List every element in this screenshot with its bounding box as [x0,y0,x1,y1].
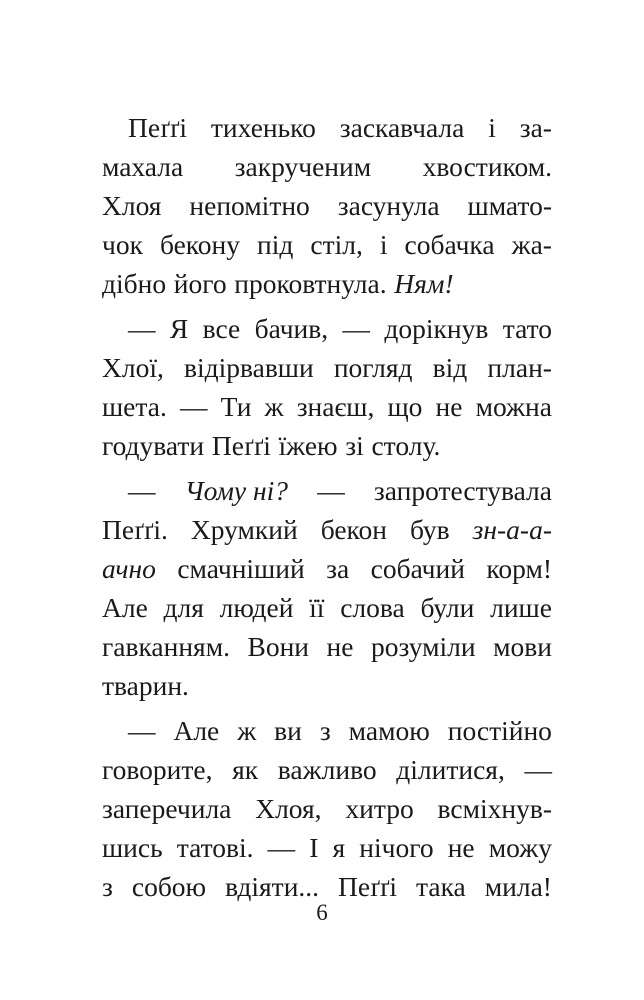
word: все [202,313,241,344]
word: засунула [337,190,440,221]
text-line [102,588,552,627]
word: хитро [345,793,414,824]
word: мамою [348,715,430,746]
word: для [163,592,204,623]
text-line [102,264,552,303]
word: собачий [370,553,465,584]
text-line [102,387,552,426]
word: з [102,871,113,902]
text-line [102,225,552,264]
word: — [128,475,156,506]
word: розуміли [370,631,476,662]
word: з [319,715,331,746]
word: Ти [220,391,252,422]
word: — [267,832,296,863]
word: проковтнула. [234,268,387,299]
text-line [102,549,552,588]
text-line [102,666,552,705]
word: дібно [102,268,167,299]
word: і [488,112,496,143]
word: бачив, [254,313,329,344]
word: як [232,754,259,785]
word: можна [475,391,552,422]
text-line [102,627,552,666]
word: знаєш, [296,391,375,422]
word: їжею [278,430,338,461]
text-line [102,108,552,147]
paragraph [102,711,552,906]
word: не [447,832,475,863]
word: його [173,268,227,299]
italic-word: Ням! [394,268,454,299]
word: мови [493,631,552,662]
text-line [102,750,552,789]
word: тато [502,313,552,344]
word: заскавчала [339,112,465,143]
word: — [179,391,208,422]
word: хвостиком. [422,151,552,182]
word: був [409,514,450,545]
word: Хрумкий [190,514,298,545]
word: така [416,871,466,902]
word: закрученим [234,151,372,182]
word: стіл, [310,229,363,260]
text-line [102,147,552,186]
word: — [317,475,345,506]
word: Я [169,313,189,344]
word: І [309,832,319,863]
word: всміхнув- [437,793,552,824]
text-line [102,309,552,348]
word: важливо [277,754,377,785]
word: шмато- [467,190,552,221]
word: корм! [486,553,552,584]
word: бекон [320,514,387,545]
word: відірвавши [183,352,314,383]
word: людей [219,592,294,623]
word: Пеґґі [128,112,188,143]
word: зі [345,430,364,461]
word: собачка [404,229,495,260]
word: що [387,391,423,422]
word: дорікнув [384,313,489,344]
word: Хлої, [102,352,164,383]
text-line [102,471,552,510]
word: тихенько [210,112,316,143]
word: за- [519,112,552,143]
italic-word: Чому ні? [184,475,289,506]
word: мила! [484,871,552,902]
word: тварин. [102,670,189,701]
word: говорите, [102,754,213,785]
paragraph [102,309,552,465]
word: під [257,229,294,260]
word: бекону [159,229,240,260]
italic-word: ачно [102,553,156,584]
word: нічого [359,832,434,863]
word: вдіяти... [225,871,320,902]
page-number: 6 [316,900,328,925]
word: запротестувала [373,475,552,506]
word: Хлоя [102,190,162,221]
word: не [435,391,463,422]
word: за [326,553,350,584]
word: план- [487,352,552,383]
word: її [309,592,325,623]
text-line [102,348,552,387]
word: — [128,715,156,746]
word: постійно [447,715,552,746]
word: татові. [176,832,254,863]
word: смачніший [177,553,305,584]
word: Пеґґі [338,871,398,902]
text-line [102,711,552,750]
word: годувати [102,430,205,461]
word: махала [102,151,184,182]
word: можу [488,832,552,863]
book-page-text [102,108,552,906]
word: непомітно [189,190,310,221]
word: не [326,631,354,662]
word: лише [490,592,552,623]
text-line [102,789,552,828]
word: чок [102,229,143,260]
word: були [420,592,475,623]
word: — [128,313,156,344]
word: собою [131,871,207,902]
word: ж [264,391,284,422]
word: заперечила [102,793,232,824]
word: гавканням. [102,631,230,662]
word: Вони [247,631,310,662]
word: шета. [102,391,167,422]
word: Але [173,715,220,746]
word: Пеґґі. [102,514,168,545]
word: від [432,352,468,383]
text-line [102,186,552,225]
word: жа- [511,229,552,260]
word: — [342,313,370,344]
word: погляд [333,352,413,383]
text-line [102,828,552,867]
text-line [102,426,552,465]
text-line [102,510,552,549]
word: столу. [371,430,441,461]
word: ви [274,715,302,746]
word: ж [237,715,257,746]
word: — [524,754,552,785]
word: слова [340,592,405,623]
word: я [332,832,346,863]
word: ділитися, [396,754,505,785]
paragraph [102,108,552,303]
word: Пеґґі [211,430,271,461]
paragraph [102,471,552,705]
word: Хлоя, [255,793,322,824]
italic-word: зн-а-а- [472,514,552,545]
word: Але [102,592,148,623]
word: і [379,229,388,260]
word: шись [102,832,163,863]
